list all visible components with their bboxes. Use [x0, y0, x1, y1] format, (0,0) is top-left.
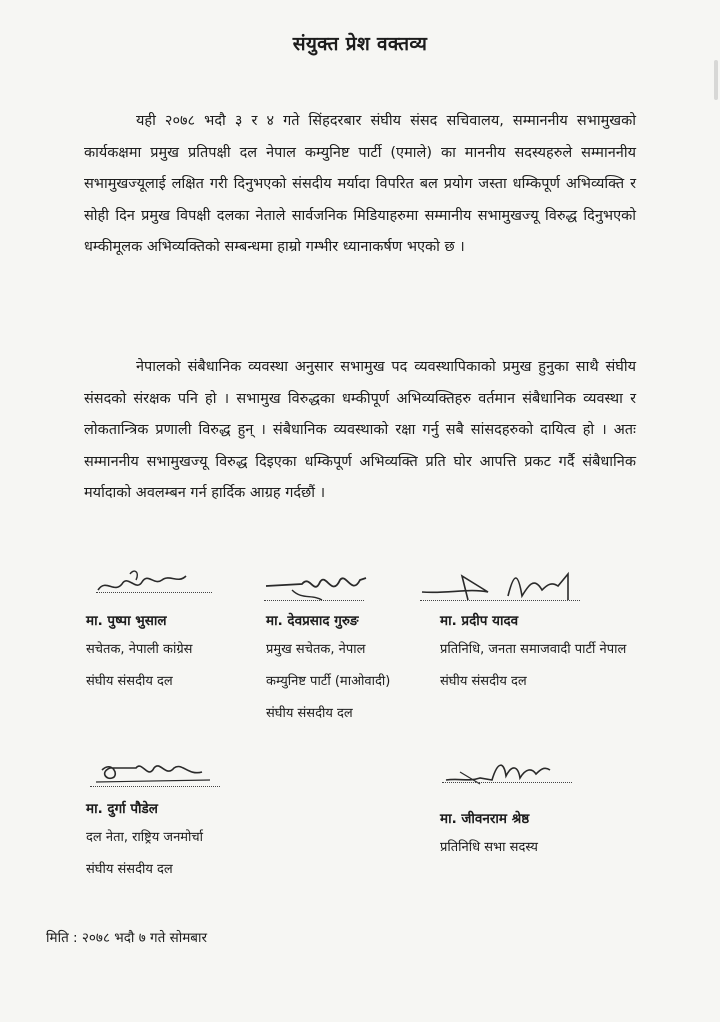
paragraph-2: नेपालको संबैधानिक व्यवस्था अनुसार सभामुख पद व्यवस्थापिकाको प्रमुख हुनुका साथै संघीय संसदको संरक्षक पनि हो । सभामुख विरुद्धका धम्कीपूर्ण अभिव्यक्तिहरु वर्तमान संबैधानिक व्यवस्था र लोकतान्त्रिक प्रणाली विरुद्ध हुन् । संबैधानिक व्यवस्थाको रक्षा गर्नु सबै सांसदहरुको दायित्व हो । अतः सम्माननीय सभामुखज्यू विरुद्ध दिइएका धम्किपूर्ण अभिव्यक्ति प्रति घोर आपत्ति प्रकट गर्दै संबैधानिक मर्यादाको अवलम्बन गर्न हार्दिक आग्रह गर्दछौं ।	[84, 359, 636, 501]
document-title: संयुक्त प्रेश वक्तव्य	[292, 33, 428, 55]
signatory-3-line-2: संघीय संसदीय दल	[440, 674, 527, 689]
signatory-1-name: मा. पुष्पा भुसाल	[86, 613, 167, 629]
signature-4-scribble	[92, 756, 222, 790]
signatory-4-line-2: संघीय संसदीय दल	[86, 862, 173, 877]
signatory-1-line-1: सचेतक, नेपाली कांग्रेस	[86, 642, 193, 657]
signatory-5-name: मा. जीवनराम श्रेष्ठ	[440, 811, 530, 827]
paragraph-1: यही २०७८ भदौ ३ र ४ गते सिंहदरबार संघीय संसद सचिवालय, सम्माननीय सभामुखको कार्यकक्षमा प्रमुख प्रतिपक्षी दल नेपाल कम्युनिष्ट पार्टी (एमाले) का माननीय सदस्यहरुले सम्माननीय सभामुखज्यूलाई लक्षित गरी दिनुभएको संसदीय मर्यादा विपरित बल प्रयोग जस्ता धम्किपूर्ण अभिव्यक्ति र सोही दिन प्रमुख विपक्षी दलका नेताले सार्वजनिक मिडियाहरुमा सम्मानीय सभामुखज्यू विरुद्ध दिनुभएको धम्कीमूलक अभिव्यक्तिको सम्बन्धमा हाम्रो गम्भीर ध्यानाकर्षण भएको छ ।	[84, 113, 636, 255]
signatory-1-line-2: संघीय संसदीय दल	[86, 674, 173, 689]
signatory-1	[86, 608, 256, 698]
signature-5-scribble	[440, 756, 580, 792]
signatory-5-line-1: प्रतिनिधि सभा सदस्य	[440, 840, 538, 855]
signatory-2-line-3: संघीय संसदीय दल	[266, 706, 353, 721]
signatory-3-line-1: प्रतिनिधि, जनता समाजवादी पार्टी नेपाल	[440, 642, 627, 657]
signatory-2-name: मा. देवप्रसाद गुरुङ	[266, 613, 359, 629]
signatory-4-line-1: दल नेता, राष्ट्रिय जनमोर्चा	[86, 830, 204, 845]
signatory-4-name: मा. दुर्गा पौडेल	[86, 801, 158, 817]
document-date: मिति : २०७८ भदौ ७ गते सोमबार	[46, 930, 208, 946]
signatory-2-line-1: प्रमुख सचेतक, नेपाल	[266, 642, 366, 657]
signature-3-scribble	[418, 566, 588, 608]
signatory-4	[86, 796, 286, 886]
signature-3-line	[420, 600, 580, 601]
signatory-3-name: मा. प्रदीप यादव	[440, 613, 519, 629]
signatory-2	[266, 608, 436, 730]
signature-1-line	[96, 592, 212, 593]
signature-5-line	[442, 782, 572, 783]
scrollbar-thumb[interactable]	[714, 60, 718, 100]
signature-4-line	[90, 786, 220, 787]
signatory-5	[440, 806, 660, 864]
signature-2-line	[264, 600, 364, 601]
signatory-2-line-2: कम्युनिष्ट पार्टी (माओवादी)	[266, 674, 391, 689]
signatory-3	[440, 608, 700, 698]
